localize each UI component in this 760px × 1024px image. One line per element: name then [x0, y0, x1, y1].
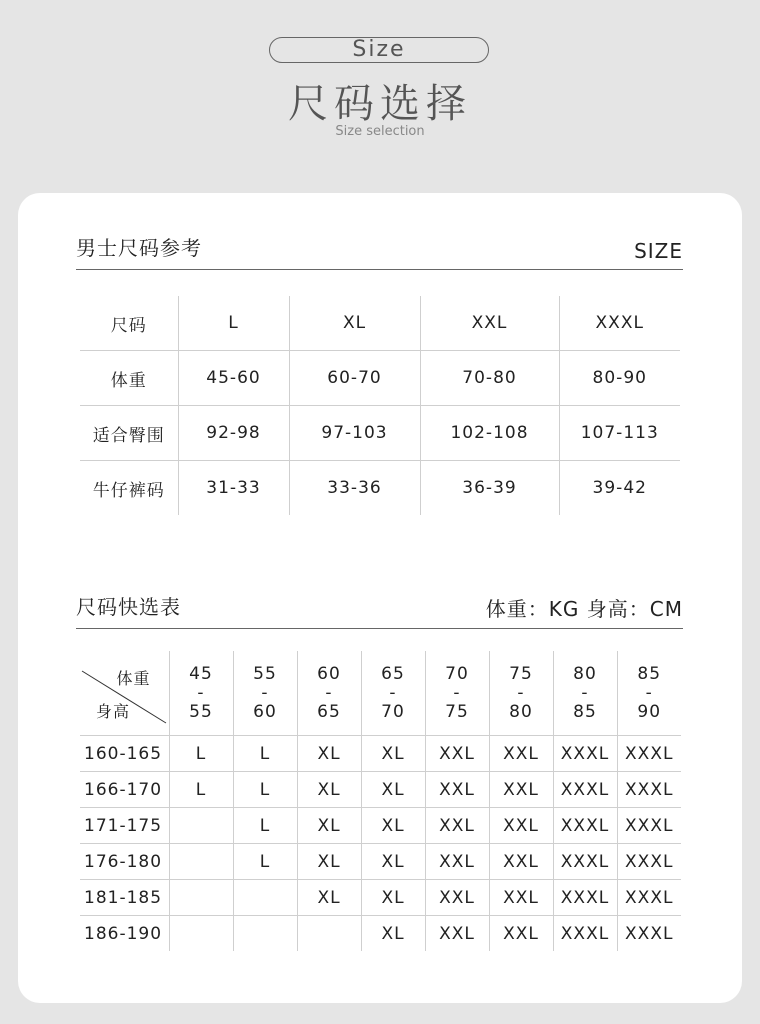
weight-sep: -	[389, 682, 397, 703]
table-cell: 45-60	[178, 351, 289, 406]
size-cell: XL	[297, 844, 361, 880]
size-pill: Size	[269, 37, 489, 63]
weight-top: 65	[381, 663, 405, 684]
table-cell: 80-90	[559, 351, 680, 406]
size-cell: XL	[297, 808, 361, 844]
weight-bottom: 70	[381, 701, 405, 722]
weight-top: 80	[573, 663, 597, 684]
size-cell	[169, 916, 233, 952]
size-cell: XXXL	[553, 808, 617, 844]
weight-top: 85	[637, 663, 662, 684]
weight-sep: -	[453, 682, 461, 703]
size-cell	[169, 808, 233, 844]
size-cell: XXL	[425, 772, 489, 808]
size-cell: XXL	[489, 844, 553, 880]
size-cell: XXL	[425, 916, 489, 952]
table-cell: 36-39	[420, 461, 559, 516]
height-label: 181-185	[80, 880, 169, 916]
weight-sep: -	[261, 682, 269, 703]
weight-bottom: 85	[573, 701, 597, 722]
table-cell: 33-36	[289, 461, 420, 516]
size-cell: XL	[361, 772, 425, 808]
section-title: 尺码快选表	[76, 595, 181, 619]
section-title: 男士尺码参考	[76, 236, 202, 260]
weight-bottom: 90	[637, 701, 662, 722]
table-cell: 92-98	[178, 406, 289, 461]
size-cell: XL	[361, 916, 425, 952]
size-cell: XXXL	[617, 736, 681, 772]
corner-cell	[80, 651, 169, 736]
table-cell: L	[178, 296, 289, 351]
height-label: 160-165	[80, 736, 169, 772]
table-row	[80, 736, 681, 772]
weight-top: 45	[189, 663, 213, 684]
size-cell: XXL	[489, 880, 553, 916]
size-cell: XXXL	[553, 916, 617, 952]
size-cell: XXXL	[553, 880, 617, 916]
height-label: 186-190	[80, 916, 169, 952]
corner-height-label: 身高	[96, 702, 131, 721]
weight-sep: -	[325, 682, 333, 703]
table-cell: 39-42	[592, 478, 647, 498]
size-cell: XXL	[425, 736, 489, 772]
size-cell: XXL	[425, 808, 489, 844]
table-row	[80, 844, 681, 880]
page-subtitle: Size selection	[335, 124, 425, 139]
table-row	[80, 772, 681, 808]
weight-top: 60	[317, 663, 341, 684]
table-row	[80, 461, 680, 516]
size-cell: XXL	[425, 844, 489, 880]
size-cell	[233, 880, 297, 916]
weight-sep: -	[645, 682, 653, 703]
table-cell: XL	[289, 296, 420, 351]
height-label: 176-180	[80, 844, 169, 880]
table-cell: 97-103	[289, 406, 420, 461]
page-title: 尺码选择	[288, 81, 472, 127]
weight-sep: -	[517, 682, 525, 703]
weight-header	[169, 651, 233, 736]
table-cell: XXL	[420, 296, 559, 351]
size-cell: XXL	[489, 772, 553, 808]
size-cell: XXXL	[553, 844, 617, 880]
table-row	[80, 406, 680, 461]
table-row	[80, 916, 681, 952]
weight-top: 75	[509, 663, 533, 684]
weight-sep: -	[581, 682, 589, 703]
section-units: 体重：KG 身高：CM	[485, 597, 683, 621]
size-cell	[297, 916, 361, 952]
corner-weight-label: 体重	[116, 669, 151, 688]
row-label: 尺码	[80, 296, 178, 351]
size-cell: XXXL	[617, 844, 681, 880]
size-card	[18, 193, 742, 1003]
size-cell: XXXL	[625, 923, 674, 944]
size-cell: XXL	[489, 736, 553, 772]
section-tag: SIZE	[634, 239, 683, 263]
weight-top: 55	[253, 663, 277, 684]
section-header-quick-select	[76, 588, 683, 629]
size-cell: XL	[361, 736, 425, 772]
weight-bottom: 65	[317, 701, 341, 722]
table-cell: 102-108	[420, 406, 559, 461]
row-label: 体重	[80, 351, 178, 406]
weight-top: 70	[445, 663, 469, 684]
table-row	[80, 296, 680, 351]
weight-header	[489, 651, 553, 736]
weight-header	[553, 651, 617, 736]
table-cell: 107-113	[559, 406, 680, 461]
size-cell: XXL	[489, 916, 553, 952]
size-cell: XXL	[489, 808, 553, 844]
weight-header	[297, 651, 361, 736]
size-cell: L	[233, 808, 297, 844]
size-cell: XL	[361, 880, 425, 916]
size-cell: XL	[361, 844, 425, 880]
mens-size-table	[80, 296, 680, 515]
size-cell: XXXL	[617, 808, 681, 844]
table-cell: 70-80	[420, 351, 559, 406]
diagonal-line	[80, 651, 169, 735]
weight-header	[361, 651, 425, 736]
size-cell: L	[169, 772, 233, 808]
size-cell: XL	[297, 772, 361, 808]
weight-sep: -	[197, 682, 205, 703]
size-cell: L	[233, 844, 297, 880]
size-cell	[169, 880, 233, 916]
height-label: 166-170	[80, 772, 169, 808]
table-cell: XXXL	[559, 296, 680, 351]
table-cell: 31-33	[178, 461, 289, 516]
size-cell: XL	[361, 808, 425, 844]
weight-header	[233, 651, 297, 736]
weight-bottom: 75	[445, 701, 469, 722]
quick-size-table	[80, 651, 681, 951]
weight-bottom: 60	[253, 701, 277, 722]
size-cell: L	[169, 736, 233, 772]
size-cell	[233, 916, 297, 952]
header-row	[80, 651, 681, 736]
weight-header	[617, 651, 681, 736]
size-cell: XL	[297, 736, 361, 772]
size-cell: L	[233, 736, 297, 772]
size-cell: XXL	[425, 880, 489, 916]
weight-bottom: 80	[509, 701, 533, 722]
weight-header	[425, 651, 489, 736]
size-cell: XXXL	[617, 772, 681, 808]
row-label: 牛仔裤码	[80, 461, 178, 516]
size-cell: XXXL	[553, 772, 617, 808]
size-cell: XXXL	[553, 736, 617, 772]
table-row	[80, 880, 681, 916]
size-cell: XL	[297, 880, 361, 916]
page-header	[0, 0, 760, 190]
size-cell	[169, 844, 233, 880]
table-cell: 60-70	[289, 351, 420, 406]
section-header-mens-size	[76, 229, 683, 270]
size-cell: XXXL	[617, 880, 681, 916]
row-label: 适合臀围	[80, 406, 178, 461]
height-label: 171-175	[80, 808, 169, 844]
size-cell: L	[233, 772, 297, 808]
weight-bottom: 55	[189, 701, 213, 722]
table-row	[80, 808, 681, 844]
table-row	[80, 351, 680, 406]
